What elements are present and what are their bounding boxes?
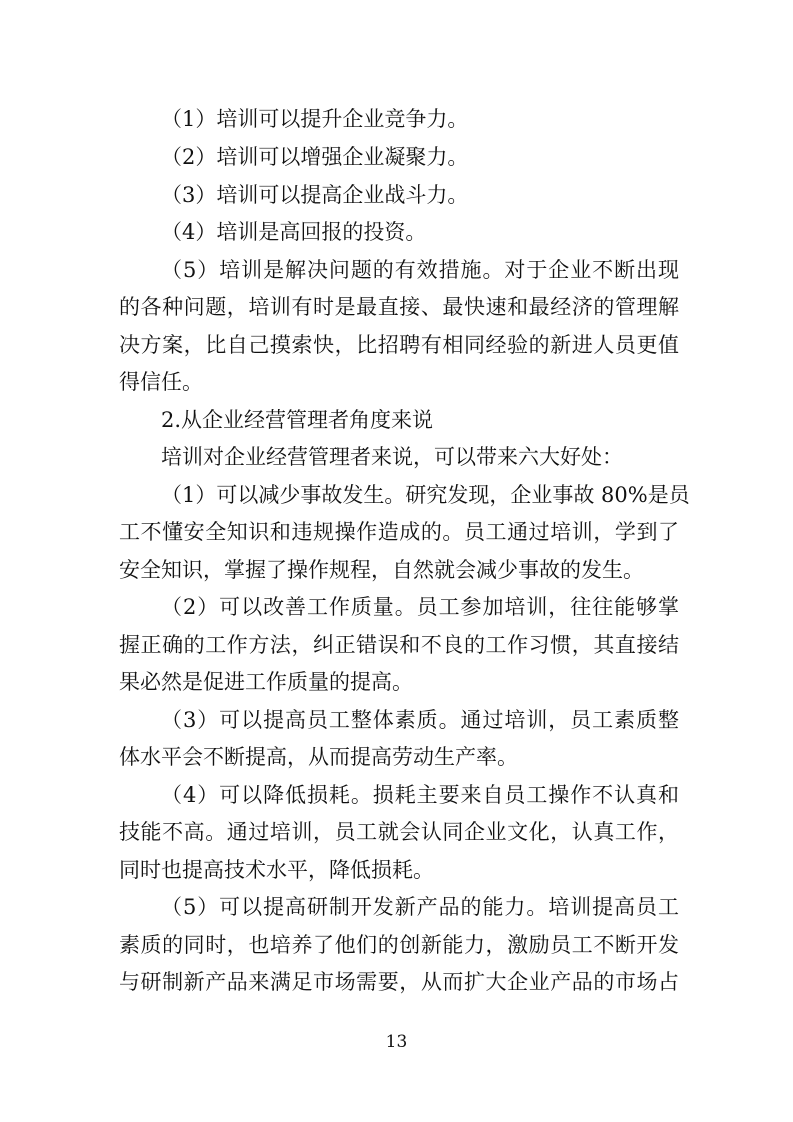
text-line: （2）培训可以增强企业凝聚力。 [161,145,469,169]
text-line: （4）培训是高回报的投资。 [161,220,427,244]
text-line: （3）培训可以提高企业战斗力。 [161,183,469,207]
text-line: 得信任。 [119,370,203,394]
page-number: 13 [385,1032,408,1052]
text-line: 工不懂安全知识和违规操作造成的。员工通过培训，学到了 [119,520,679,544]
text-line: 果必然是促进工作质量的提高。 [119,670,413,694]
text-line: 技能不高。通过培训，员工就会认同企业文化，认真工作， [119,820,679,844]
text-line: 培训对企业经营管理者来说，可以带来六大好处： [161,445,623,469]
text-line: 与研制新产品来满足市场需要，从而扩大企业产品的市场占 [119,970,679,994]
text-line: 素质的同时，也培养了他们的创新能力，激励员工不断开发 [119,933,679,957]
text-line: 安全知识，掌握了操作规程，自然就会减少事故的发生。 [119,558,644,582]
text-line: （2）可以改善工作质量。员工参加培训，往往能够掌 [161,595,679,619]
text-line: （5）培训是解决问题的有效措施。对于企业不断出现 [161,258,679,282]
text-line: （1）可以减少事故发生。研究发现，企业事故 80%是员 [161,483,690,507]
text-line: （4）可以降低损耗。损耗主要来自员工操作不认真和 [161,783,679,807]
text-line: 决方案，比自己摸索快，比招聘有相同经验的新进人员更值 [119,333,679,357]
text-line: 的各种问题，培训有时是最直接、最快速和最经济的管理解 [119,295,679,319]
text-line: 同时也提高技术水平，降低损耗。 [119,858,434,882]
text-line: （3）可以提高员工整体素质。通过培训，员工素质整 [161,708,679,732]
text-line: 握正确的工作方法，纠正错误和不良的工作习惯，其直接结 [119,633,679,657]
text-line: （5）可以提高研制开发新产品的能力。培训提高员工 [161,895,679,919]
text-line: 体水平会不断提高，从而提高劳动生产率。 [119,745,518,769]
section-heading: 2.从企业经营管理者角度来说 [161,408,434,432]
text-line: （1）培训可以提升企业竞争力。 [161,107,469,131]
